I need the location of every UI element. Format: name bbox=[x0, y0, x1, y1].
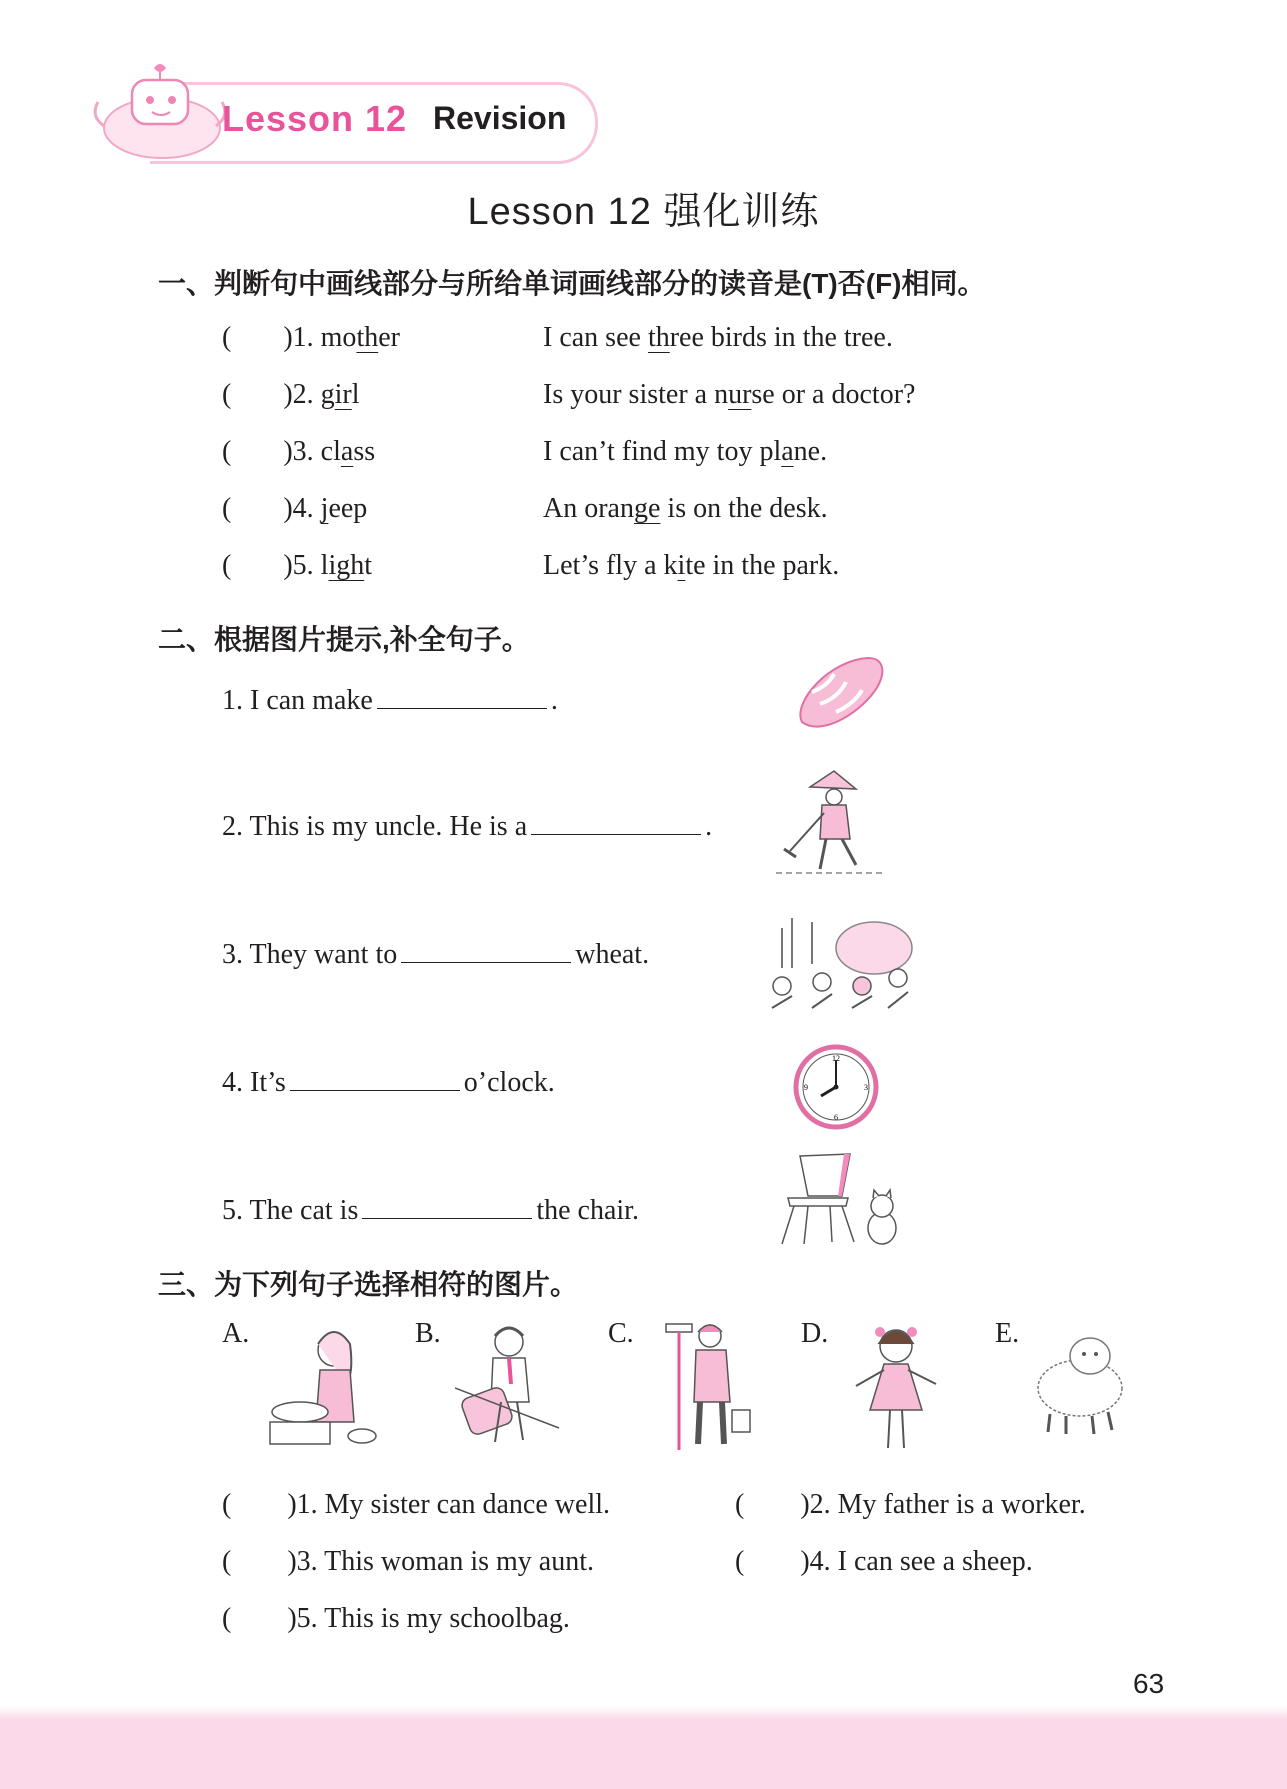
answer-paren[interactable]: ( bbox=[735, 1489, 745, 1520]
section3-item: ( )1. My sister can dance well. bbox=[222, 1489, 610, 1520]
option-a-label: A. bbox=[222, 1318, 250, 1349]
section3-item: ( )5. This is my schoolbag. bbox=[222, 1603, 570, 1634]
option-e-label: E. bbox=[995, 1318, 1020, 1349]
answer-paren[interactable]: ( bbox=[735, 1546, 745, 1577]
section1-sentence: Is your sister a nurse or a doctor? bbox=[543, 379, 916, 410]
answer-blank[interactable] bbox=[401, 936, 571, 963]
answer-paren[interactable]: ( bbox=[222, 493, 232, 524]
svg-text:3: 3 bbox=[864, 1083, 868, 1092]
answer-paren[interactable]: ( bbox=[222, 379, 232, 410]
section2-item: 2. This is my uncle. He is a . bbox=[222, 808, 712, 843]
section3-item: ( )2. My father is a worker. bbox=[735, 1489, 1086, 1520]
footer-band bbox=[0, 1718, 1287, 1789]
answer-paren[interactable]: ( bbox=[222, 322, 232, 353]
option-b-label: B. bbox=[415, 1318, 441, 1349]
section1-sentence: I can’t find my toy plane. bbox=[543, 436, 828, 467]
section1-sentence: Let’s fly a kite in the park. bbox=[543, 550, 840, 581]
svg-text:9: 9 bbox=[804, 1083, 808, 1092]
answer-blank[interactable] bbox=[531, 808, 701, 835]
cat-chair-icon bbox=[768, 1148, 908, 1248]
section1-item: ( )5. light bbox=[222, 550, 372, 581]
header-lesson-label: Lesson 12 bbox=[222, 98, 408, 139]
section2-item: 1. I can make . bbox=[222, 682, 558, 717]
section1-item: ( )4. jeep bbox=[222, 493, 368, 524]
option-d-label: D. bbox=[801, 1318, 829, 1349]
cooking-woman-icon bbox=[262, 1322, 388, 1450]
option-c-label: C. bbox=[608, 1318, 634, 1349]
section1-heading: 一、判断句中画线部分与所给单词画线部分的读音是(T)否(F)相同。 bbox=[158, 268, 986, 299]
header-revision-label: Revision bbox=[433, 100, 567, 136]
dancing-girl-icon bbox=[848, 1322, 944, 1456]
robot-mascot-icon bbox=[84, 62, 234, 162]
answer-paren[interactable]: ( bbox=[222, 1489, 232, 1520]
section1-item: ( )3. class bbox=[222, 436, 376, 467]
answer-blank[interactable] bbox=[290, 1064, 460, 1091]
harvest-icon bbox=[752, 908, 920, 1018]
painter-worker-icon bbox=[664, 1318, 754, 1454]
section1-item: ( )1. mother bbox=[222, 322, 400, 353]
answer-blank[interactable] bbox=[377, 682, 547, 709]
section1-item: ( )2. girl bbox=[222, 379, 360, 410]
page-title: Lesson 12 强化训练 bbox=[467, 191, 820, 233]
section2-item: 3. They want to wheat. bbox=[222, 936, 649, 971]
section3-item: ( )3. This woman is my aunt. bbox=[222, 1546, 595, 1577]
answer-paren[interactable]: ( bbox=[222, 1546, 232, 1577]
section2-heading: 二、根据图片提示,补全句子。 bbox=[158, 624, 530, 655]
section2-item: 5. The cat is the chair. bbox=[222, 1192, 639, 1227]
sheep-icon bbox=[1028, 1328, 1128, 1440]
section3-heading: 三、为下列句子选择相符的图片。 bbox=[158, 1269, 579, 1300]
section1-sentence: An orange is on the desk. bbox=[543, 493, 828, 524]
clock-icon bbox=[793, 1044, 879, 1130]
answer-paren[interactable]: ( bbox=[222, 1603, 232, 1634]
bread-icon bbox=[790, 652, 890, 738]
section3-item: ( )4. I can see a sheep. bbox=[735, 1546, 1033, 1577]
answer-paren[interactable]: ( bbox=[222, 550, 232, 581]
farmer-icon bbox=[770, 765, 890, 883]
schoolboy-bag-icon bbox=[455, 1322, 567, 1450]
svg-text:6: 6 bbox=[834, 1113, 838, 1122]
svg-text:12: 12 bbox=[832, 1054, 840, 1063]
answer-paren[interactable]: ( bbox=[222, 436, 232, 467]
answer-blank[interactable] bbox=[362, 1192, 532, 1219]
section1-sentence: I can see three birds in the tree. bbox=[543, 322, 893, 353]
page-number: 63 bbox=[1133, 1668, 1165, 1699]
section2-item: 4. It’s o’clock. bbox=[222, 1064, 555, 1099]
